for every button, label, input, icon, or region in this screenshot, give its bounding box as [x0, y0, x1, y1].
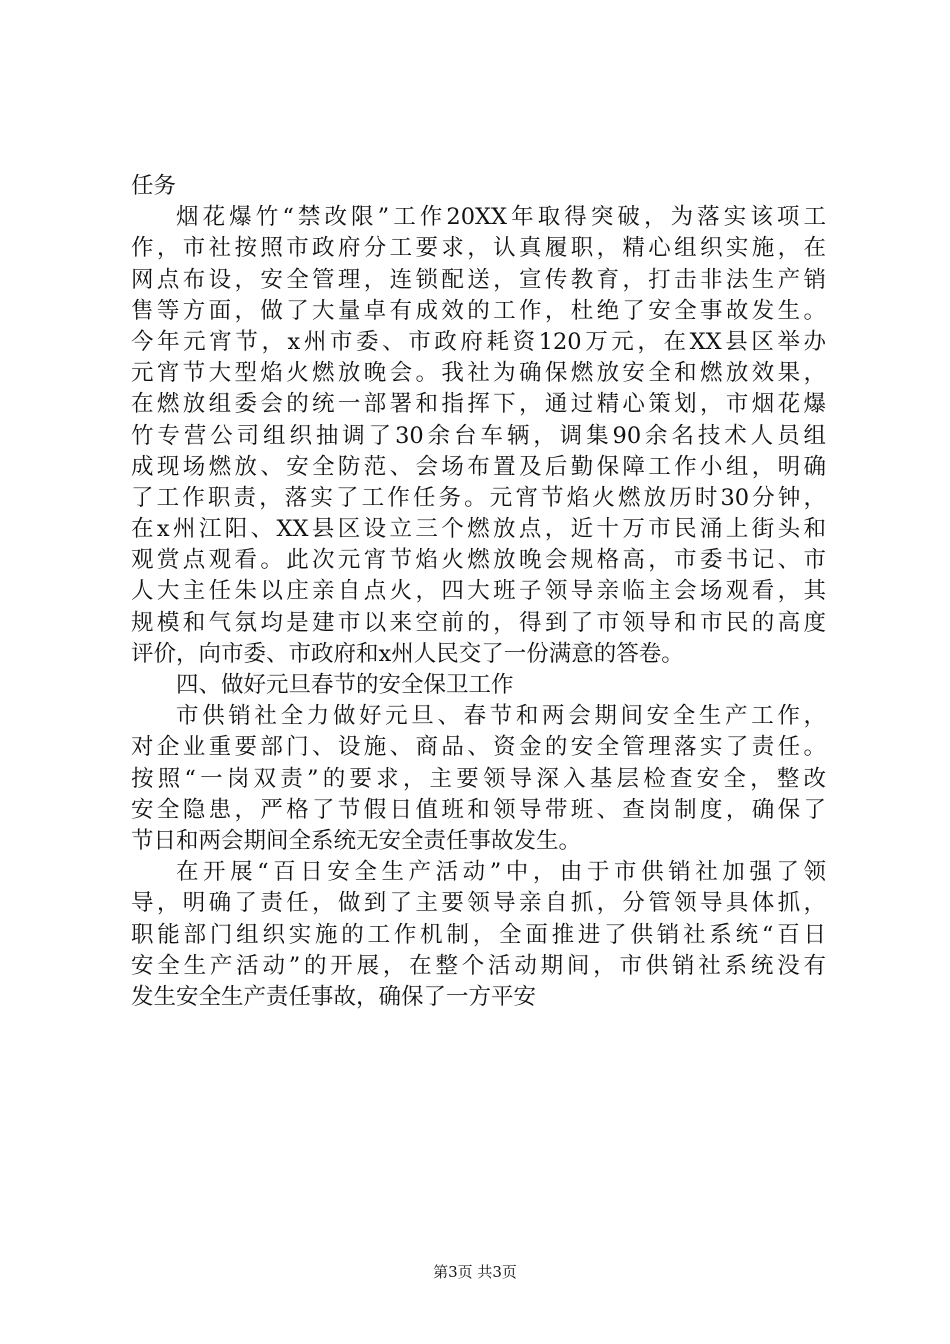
text-line: 在开展“百日安全生产活动”中，由于市供销社加强了领	[176, 859, 826, 886]
text-line: 安全生产活动”的开展，在整个活动期间，市供销社系统没有	[131, 952, 826, 979]
text-line: 竹专营公司组织抽调了30余台车辆，调集90余名技术人员组	[131, 422, 826, 449]
text-line: 人大主任朱以庄亲自点火，四大班子领导亲临主会场观看，其	[131, 578, 826, 605]
text-line: 元宵节大型焰火燃放晚会。我社为确保燃放安全和燃放效果，	[131, 360, 826, 387]
text-line: 规模和气氛均是建市以来空前的，得到了市领导和市民的高度	[131, 609, 826, 636]
text-line: 评价，向市委、市政府和x州人民交了一份满意的答卷。	[131, 640, 684, 667]
document-body	[131, 171, 826, 1013]
text-line: 导，明确了责任，做到了主要领导亲自抓，分管领导具体抓，	[131, 890, 826, 917]
text-line: 按照“一岗双责”的要求，主要领导深入基层检查安全，整改	[131, 765, 826, 792]
text-line: 发生安全生产责任事故，确保了一方平安	[131, 983, 537, 1010]
text-line: 市供销社全力做好元旦、春节和两会期间安全生产工作，	[176, 703, 826, 730]
text-line: 观赏点观看。此次元宵节焰火燃放晚会规格高，市委书记、市	[131, 547, 826, 574]
text-line: 今年元宵节，x州市委、市政府耗资120万元，在XX县区举办	[131, 328, 826, 355]
section-heading: 四、做好元旦春节的安全保卫工作	[176, 672, 514, 698]
text-line: 作，市社按照市政府分工要求，认真履职，精心组织实施，在	[131, 235, 826, 262]
text-line: 了工作职责，落实了工作任务。元宵节焰火燃放历时30分钟，	[131, 484, 826, 511]
text-line: 在燃放组委会的统一部署和指挥下，通过精心策划，市烟花爆	[131, 391, 826, 418]
text-line: 任务	[131, 173, 177, 199]
text-line: 节日和两会期间全系统无安全责任事故发生。	[131, 827, 582, 854]
text-line: 网点布设，安全管理，连锁配送，宣传教育，打击非法生产销	[131, 266, 826, 293]
text-line: 对企业重要部门、设施、商品、资金的安全管理落实了责任。	[131, 734, 826, 761]
text-line: 售等方面，做了大量卓有成效的工作，杜绝了安全事故发生。	[131, 297, 826, 324]
text-line: 烟花爆竹“禁改限”工作20XX年取得突破，为落实该项工	[176, 204, 826, 231]
text-line: 职能部门组织实施的工作机制，全面推进了供销社系统“百日	[131, 921, 826, 948]
text-line: 在x州江阳、XX县区设立三个燃放点，近十万市民涌上街头和	[131, 516, 826, 543]
page-number: 第3页 共3页	[433, 1263, 517, 1281]
page-footer	[0, 1262, 950, 1282]
text-line: 成现场燃放、安全防范、会场布置及后勤保障工作小组，明确	[131, 453, 826, 480]
text-line: 安全隐患，严格了节假日值班和领导带班、查岗制度，确保了	[131, 796, 826, 823]
